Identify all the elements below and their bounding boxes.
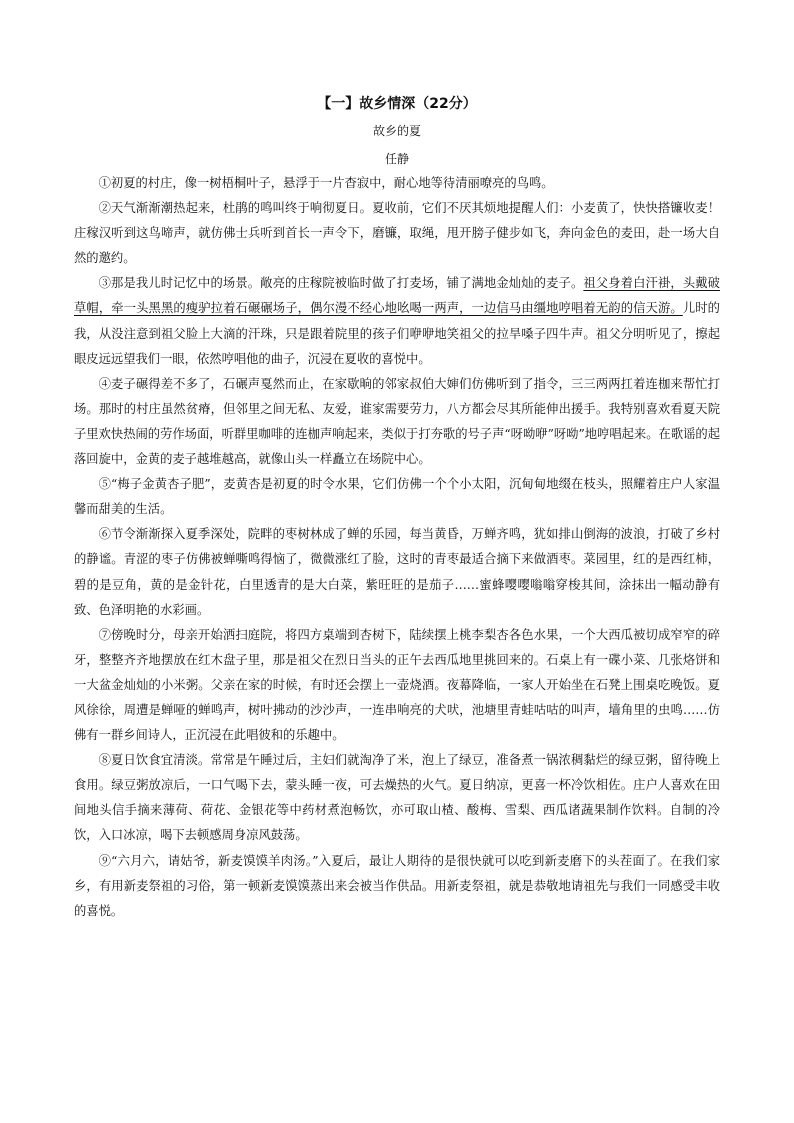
section-title: 【一】故乡情深（22分）: [317, 96, 477, 112]
paragraph-7: ⑦傍晚时分，母亲开始洒扫庭院，将四方桌端到杏树下，陆续摆上桃李梨杏各色水果，一个大西瓜被切成窄窄的碎牙，整整齐齐地摆放在红木盘子里，那是祖父在烈日当头的正午去西瓜地里挑回来的。石桌上有一碟小菜、几张烙饼和一大盆金灿灿的小米粥。父亲在家的时候，有时还会摆上一壶烧酒。夜幕降临，一家人开始坐在石凳上围桌吃晚饭。夏风徐徐，周遭是蝉哑的蝉鸣声，树叶拂动的沙沙声，一连串响亮的犬吠，池塘里青蛙咕咕的叫声，墙角里的虫鸣……仿佛有一群乡间诗人，正沉浸在此唱彼和的乐趣中。: [74, 627, 720, 743]
paragraph-2: ②天气渐渐潮热起来，杜鹃的鸣叫终于响彻夏日。夏收前，它们不厌其烦地提醒人们：小麦黄了，快快搭镰收麦！庄稼汉听到这鸟啼声，就仿佛士兵听到首长一声令下，磨镰，取绳，甩开膀子健步如飞，奔向金色的麦田，赴一场大自然的邀约。: [74, 201, 720, 266]
paragraph-1: ①初夏的村庄，像一树梧桐叶子，悬浮于一片杳寂中，耐心地等待清丽嘹亮的鸟鸣。: [98, 176, 554, 190]
paragraph-4: ④麦子碾得差不多了，石碾声戛然而止，在家歇晌的邻家叔伯大婶们仿佛听到了指令，三三两两扛着连枷来帮忙打场。那时的村庄虽然贫瘠，但邻里之间无私、友爱，谁家需要劳力，八方都会尽其所能伸出援手。我特别喜欢看夏天院子里欢快热闹的劳作场面，听群里咖啡的连枷声响起来，类似于打夯歌的号子声“呀呦咿”呀呦”地哼唱起来。在歌谣的起落回旋中，金黄的麦子越堆越高，就像山头一样矗立在场院中心。: [74, 376, 721, 467]
essay-body: [74, 171, 720, 924]
paragraph-5: ⑤“梅子金黄杏子肥”，麦黄杏是初夏的时令水果，它们仿佛一个个小太阳，沉甸甸地缀在枝头，照耀着庄户人家温馨而甜美的生活。: [74, 477, 720, 517]
paragraph-9: ⑨“六月六，请姑爷，新麦馍馍羊肉汤。”入夏后，最让人期待的是很快就可以吃到新麦磨下的头茬面了。在我们家乡，有用新麦祭祖的习俗，第一顿新麦馍馍蒸出来会被当作供品。用新麦祭祖，就是恭敬地请祖先与我们一同感受丰收的喜悦。: [74, 853, 720, 918]
paragraph-6: ⑥节令渐渐探入夏季深处，院畔的枣树林成了蝉的乐园，每当黄昏，万蝉齐鸣，犹如排山倒海的波浪，打破了乡村的静谧。青涩的枣子仿佛被蝉嘶鸣得恼了，微微涨红了脸，这时的青枣最适合摘下来做酒枣。菜园里，红的是西红柿，碧的是豆角，黄的是金针花，白里透青的是大白菜，紫旺旺的是茄子……蜜蜂嘤嘤嗡嗡穿梭其间，涂抹出一幅动静有致、色泽明艳的水彩画。: [74, 527, 720, 617]
paragraph-3: ③那是我儿时记忆中的场景。敞亮的庄稼院被临时做了打麦场，铺了满地金灿灿的麦子。祖父身着白汗褂，头戴破草帽，牵一头黑黑的瘦驴拉着石碾碾场子，偶尔漫不经心地吆喝一两声，一边信马由缰地哼唱着无韵的信天游。儿时的我，从没注意到祖父脸上大滴的汗珠，只是跟着院里的孩子们咿咿地笑祖父的拉旱嗓子四牛声。祖父分明听见了，擦起眼皮远远望我们一眼，依然哼唱他的曲子，沉浸在夏收的喜悦中。: [74, 276, 720, 366]
author-name: 任静: [384, 152, 409, 166]
paragraph-8: ⑧夏日饮食宜清淡。常常是午睡过后，主妇们就淘净了米，泡上了绿豆，准备煮一锅浓稠黏烂的绿豆粥，留待晚上食用。绿豆粥放凉后，一口气喝下去，蒙头睡一夜，可去燥热的火气。夏日纳凉，更喜一杯冷饮相佐。庄户人喜欢在田间地头信手摘来薄荷、荷花、金银花等中药材煮泡畅饮，亦可取山楂、酸梅、雪梨、西瓜诸蔬果制作饮料。自制的冷饮，入口冰凉，喝下去顿感周身凉风鼓荡。: [74, 753, 720, 843]
essay-title: 故乡的夏: [372, 124, 421, 138]
underlined-sentence: 祖父身着白汗褂，头戴破草帽，牵一头黑黑的瘦驴拉着石碾碾场子，偶尔漫不经心地吆喝一两声，一边信马由缰地哼唱着无韵的信天游。: [74, 276, 720, 316]
